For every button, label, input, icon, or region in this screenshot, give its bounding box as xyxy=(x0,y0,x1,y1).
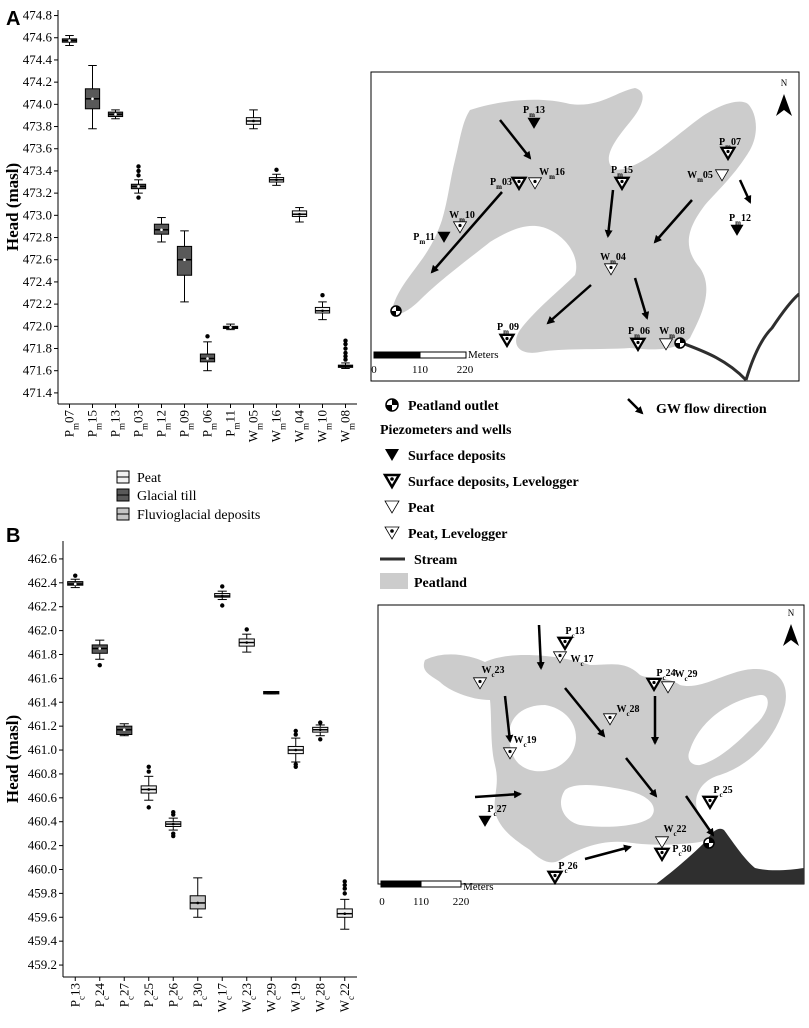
y-tick-label: 472.2 xyxy=(22,296,52,312)
box-mean xyxy=(294,749,297,752)
box-Wc23 xyxy=(239,627,254,652)
box-Wc28 xyxy=(313,720,328,741)
x-tick-label: $P_m12$ xyxy=(153,410,173,438)
outlier-point xyxy=(343,351,347,355)
y-axis-label: Head (masl) xyxy=(3,714,22,804)
box-Wm04 xyxy=(292,208,306,222)
station-logger-dot xyxy=(708,799,711,802)
y-tick-label: 472.0 xyxy=(22,318,52,334)
outlier-point xyxy=(147,805,151,809)
legend-peat-label: Peat xyxy=(408,501,435,516)
box-Pm09 xyxy=(177,231,191,302)
box-mean xyxy=(252,120,255,123)
station-logger-dot xyxy=(517,180,520,183)
box-mean xyxy=(319,728,322,731)
station-logger-dot xyxy=(563,640,566,643)
legend-outlet-icon xyxy=(386,399,398,411)
outlier-point xyxy=(318,720,322,724)
outlier-point xyxy=(220,603,224,607)
outlier-point xyxy=(294,729,298,733)
x-tick-label: $W_m08$ xyxy=(337,410,357,443)
station-label: $W_m04$ xyxy=(600,252,626,266)
legend-flow-icon xyxy=(628,399,642,413)
box-mean xyxy=(321,309,324,312)
chart-a xyxy=(3,8,357,443)
outlier-point xyxy=(320,293,324,297)
legend-surface-logger-icon xyxy=(385,475,399,487)
map-a-outlet-marker-2 xyxy=(675,338,685,348)
outlier-point xyxy=(245,627,249,631)
map-a xyxy=(371,72,799,381)
legend-surface-logger-label: Surface deposits, Levelogger xyxy=(408,475,579,490)
legend-stream-label: Stream xyxy=(414,553,458,568)
map-b xyxy=(378,605,804,908)
x-tick-label: $P_c26$ xyxy=(165,983,185,1008)
outlier-point xyxy=(343,346,347,350)
station-label: $W_c23$ xyxy=(481,665,505,679)
y-tick-label: 460.4 xyxy=(27,813,57,829)
x-tick-label: $P_c30$ xyxy=(189,983,209,1008)
y-tick-label: 462.2 xyxy=(27,598,57,614)
y-tick-label: 460.2 xyxy=(27,837,57,853)
y-tick-label: 474.8 xyxy=(22,7,52,23)
box-mean xyxy=(183,258,186,261)
station-label: $W_m08$ xyxy=(659,326,685,340)
station-label: $P_c26$ xyxy=(558,861,578,875)
station-label: $P_c30$ xyxy=(672,844,692,858)
legend-surface-icon xyxy=(385,449,399,461)
legend-item-glacial xyxy=(117,489,197,504)
map-b-scale-bar xyxy=(379,881,493,908)
x-tick-label: $P_c25$ xyxy=(140,983,160,1008)
outlier-point xyxy=(136,195,140,199)
box-Wc22 xyxy=(337,879,352,929)
x-tick-label: $W_c17$ xyxy=(214,983,234,1013)
box-mean xyxy=(114,113,117,116)
box-mean xyxy=(98,647,101,650)
box-Pc25 xyxy=(141,765,156,810)
map-a-scale-0: 0 xyxy=(371,364,377,376)
station-label: $W_c29$ xyxy=(674,669,698,683)
box-Wc19 xyxy=(288,729,303,769)
station-logger-dot xyxy=(553,874,556,877)
map-a-scale-unit: Meters xyxy=(468,349,499,361)
x-tick-label: $W_m04$ xyxy=(291,410,311,443)
y-tick-label: 461.8 xyxy=(27,646,57,662)
station-label: $W_m16$ xyxy=(539,167,565,181)
x-tick-label: $P_c24$ xyxy=(91,983,111,1008)
legend-peatland-label: Peatland xyxy=(414,576,467,591)
legend-item-peat xyxy=(117,471,161,486)
box-mean xyxy=(344,365,347,368)
y-tick-label: 461.6 xyxy=(27,670,57,686)
map-b-scale-220: 220 xyxy=(452,896,470,908)
x-tick-label: $P_m07$ xyxy=(61,410,81,438)
box-mean xyxy=(245,641,248,644)
x-tick-label: $P_m03$ xyxy=(130,410,150,438)
y-tick-label: 462.6 xyxy=(27,550,57,566)
box-Wc29 xyxy=(264,691,279,694)
outlier-point xyxy=(343,891,347,895)
station-label: $P_c24$ xyxy=(656,668,676,682)
x-tick-label: $W_c19$ xyxy=(287,983,307,1013)
station-logger-dot xyxy=(636,341,639,344)
box-Pc26 xyxy=(166,810,181,838)
box-Wm10 xyxy=(315,293,329,320)
box-Wc17 xyxy=(215,584,230,608)
map-b-scale-0: 0 xyxy=(379,896,385,908)
outlier-point xyxy=(136,164,140,168)
station-label: $W_c17$ xyxy=(570,654,594,668)
y-tick-label: 462.4 xyxy=(27,574,57,590)
x-tick-label: $P_c27$ xyxy=(116,983,136,1008)
station-logger-dot xyxy=(652,681,655,684)
map-a-scale-110: 110 xyxy=(411,364,429,376)
station-logger-dot xyxy=(660,851,663,854)
x-tick-label: $W_m16$ xyxy=(268,410,288,443)
y-tick-label: 461.0 xyxy=(27,742,57,758)
x-tick-label: $W_c23$ xyxy=(238,983,258,1013)
station-label: $P_m15$ xyxy=(611,165,633,179)
y-tick-label: 474.0 xyxy=(22,96,52,112)
box-mean xyxy=(123,728,126,731)
box-mean xyxy=(172,823,175,826)
outlier-point xyxy=(147,765,151,769)
x-tick-label: $P_m06$ xyxy=(199,410,219,438)
box-mean xyxy=(91,97,94,100)
y-tick-label: 474.6 xyxy=(22,29,52,45)
box-Pm15 xyxy=(85,65,99,128)
y-tick-label: 459.8 xyxy=(27,885,57,901)
y-tick-label: 462.0 xyxy=(27,622,57,638)
legend-peatland-icon xyxy=(380,573,408,589)
station-logger-dot xyxy=(478,680,481,683)
box-Pm03 xyxy=(131,164,145,199)
box-mean xyxy=(196,902,199,905)
box-mean xyxy=(275,179,278,182)
outlier-point xyxy=(343,339,347,343)
outlier-point xyxy=(73,573,77,577)
legend-flow-label: GW flow direction xyxy=(656,402,767,417)
legend-peat-logger-icon xyxy=(385,527,399,539)
box-Pm11 xyxy=(223,324,237,330)
box-mean xyxy=(137,185,140,188)
legend-peat-logger-label: Peat, Levelogger xyxy=(408,527,508,542)
station-label: $P_m11$ xyxy=(413,232,435,246)
station-label: $W_m10$ xyxy=(449,210,475,224)
station-logger-dot xyxy=(458,224,461,227)
map-a-outlet-marker xyxy=(391,306,401,316)
box-mean xyxy=(221,595,224,598)
chart-b xyxy=(3,541,357,1012)
station-label: $W_c19$ xyxy=(513,735,537,749)
y-tick-label: 474.4 xyxy=(22,51,52,67)
box-Pc27 xyxy=(117,724,132,736)
x-tick-label: $W_c22$ xyxy=(336,983,356,1013)
y-tick-label: 474.2 xyxy=(22,74,52,90)
y-tick-label: 473.6 xyxy=(22,140,52,156)
outlier-point xyxy=(318,737,322,741)
y-tick-label: 472.6 xyxy=(22,251,52,267)
station-logger-dot xyxy=(508,750,511,753)
x-tick-label: $P_c13$ xyxy=(67,983,87,1008)
station-logger-dot xyxy=(505,337,508,340)
y-tick-label: 473.2 xyxy=(22,185,52,201)
legend-surface-label: Surface deposits xyxy=(408,449,506,464)
box-Wm05 xyxy=(246,110,260,129)
station-label: $P_c13$ xyxy=(565,626,585,640)
legend-peat-icon xyxy=(385,501,399,513)
map-b-scale-unit: Meters xyxy=(463,881,494,893)
station-logger-dot xyxy=(558,654,561,657)
outlier-point xyxy=(136,169,140,173)
station-label: $W_c22$ xyxy=(663,824,687,838)
station-logger-dot xyxy=(609,266,612,269)
x-tick-label: $W_c28$ xyxy=(312,983,332,1013)
box-Pm06 xyxy=(200,334,214,371)
x-tick-label: $P_m13$ xyxy=(107,410,127,438)
y-tick-label: 460.0 xyxy=(27,861,57,877)
y-tick-label: 471.6 xyxy=(22,362,52,378)
y-tick-label: 461.2 xyxy=(27,718,57,734)
y-tick-label: 471.4 xyxy=(22,384,52,400)
y-tick-label: 459.4 xyxy=(27,933,57,949)
y-tick-label: 473.8 xyxy=(22,118,52,134)
x-tick-label: $W_c29$ xyxy=(263,983,283,1013)
box-Pc24 xyxy=(92,640,107,667)
station-logger-dot xyxy=(608,716,611,719)
station-label: $P_m13$ xyxy=(523,105,545,119)
y-tick-label: 471.8 xyxy=(22,340,52,356)
station-logger-dot xyxy=(533,180,536,183)
legend-item-fluvio xyxy=(117,508,260,523)
box-mean xyxy=(270,691,273,694)
panel-b-letter: B xyxy=(6,525,21,547)
y-tick-label: 472.8 xyxy=(22,229,52,245)
box-mean xyxy=(74,583,77,586)
map-b-scale-110: 110 xyxy=(412,896,430,908)
x-tick-label: $P_m15$ xyxy=(84,410,104,438)
y-tick-label: 473.4 xyxy=(22,162,52,178)
legend-outlet-label: Peatland outlet xyxy=(408,399,499,414)
box-Pc30 xyxy=(190,878,205,917)
box-Pc13 xyxy=(68,573,83,587)
station-label: $P_m12$ xyxy=(729,213,751,227)
box-mean xyxy=(229,326,232,329)
box-Wm08 xyxy=(338,339,352,369)
y-tick-label: 472.4 xyxy=(22,273,52,289)
x-tick-label: $P_m09$ xyxy=(176,410,196,438)
outlier-point xyxy=(171,810,175,814)
legend-label: Glacial till xyxy=(137,489,197,504)
box-Wm16 xyxy=(269,168,283,186)
box-legend xyxy=(117,471,260,523)
station-label: $P_c27$ xyxy=(487,804,507,818)
x-tick-label: $P_m11$ xyxy=(222,410,242,437)
box-Pm07 xyxy=(62,36,76,46)
outlier-point xyxy=(147,769,151,773)
box-mean xyxy=(206,357,209,360)
x-tick-label: $W_m10$ xyxy=(314,410,334,443)
outlier-point xyxy=(98,663,102,667)
box-mean xyxy=(298,213,301,216)
y-tick-label: 461.4 xyxy=(27,694,57,710)
map-a-north-label: N xyxy=(780,78,788,88)
station-label: $P_c25$ xyxy=(713,785,733,799)
y-tick-label: 460.6 xyxy=(27,789,57,805)
box-Pm12 xyxy=(154,218,168,242)
station-label: $W_m05$ xyxy=(687,170,713,184)
y-tick-label: 459.6 xyxy=(27,909,57,925)
x-tick-label: $W_m05$ xyxy=(245,410,265,443)
outlier-point xyxy=(294,762,298,766)
y-tick-label: 473.0 xyxy=(22,207,52,223)
y-tick-label: 460.8 xyxy=(27,765,57,781)
outlier-point xyxy=(205,334,209,338)
box-Pm13 xyxy=(108,110,122,119)
map-legend xyxy=(380,399,767,591)
legend-label: Fluvioglacial deposits xyxy=(137,508,261,523)
map-b-north-label: N xyxy=(787,608,795,618)
outlier-point xyxy=(171,831,175,835)
legend-piezo-title: Piezometers and wells xyxy=(380,423,512,438)
box-mean xyxy=(147,788,150,791)
outlier-point xyxy=(274,168,278,172)
outlier-point xyxy=(220,584,224,588)
station-label: $P_m07$ xyxy=(719,137,741,151)
map-b-outlet-marker xyxy=(704,838,714,848)
y-tick-label: 459.2 xyxy=(27,957,57,973)
box-mean xyxy=(160,228,163,231)
y-axis-label: Head (masl) xyxy=(3,162,22,252)
box-mean xyxy=(68,39,71,42)
outlier-point xyxy=(136,173,140,177)
map-a-scale-220: 220 xyxy=(456,364,474,376)
station-label: $P_m03$ xyxy=(490,177,512,191)
outlier-point xyxy=(343,879,347,883)
station-label: $P_m09$ xyxy=(497,322,519,336)
panel-a-letter: A xyxy=(6,8,21,30)
station-label: $W_c28$ xyxy=(616,704,640,718)
station-label: $P_m06$ xyxy=(628,326,650,340)
legend-label: Peat xyxy=(137,471,162,486)
station-logger-dot xyxy=(620,180,623,183)
box-mean xyxy=(343,912,346,915)
